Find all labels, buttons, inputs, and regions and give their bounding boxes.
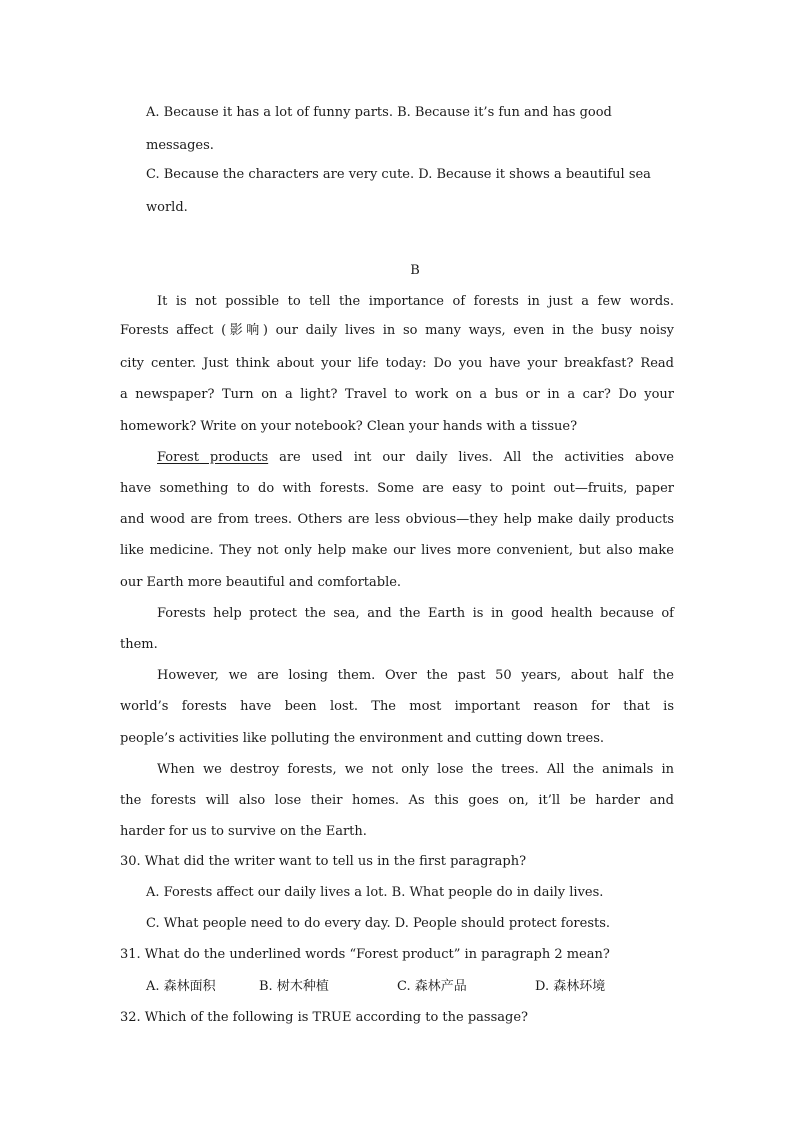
question-31-option-b: B. 树木种植 (259, 979, 329, 994)
paragraph-3-line-2: them. (120, 637, 158, 652)
prev-options-ab: A. Because it has a lot of funny parts. B. Because it’s fun and has good (146, 105, 612, 120)
paragraph-1-line-2: Forests affect (影响) our daily lives in so many ways, even in the busy noisy (120, 323, 674, 338)
prev-options-ab-cont: messages. (146, 138, 214, 153)
question-31-option-d: D. 森林环境 (535, 979, 606, 994)
paragraph-3-line-1: Forests help protect the sea, and the Earth is in good health because of (157, 606, 674, 621)
paragraph-5-line-3: harder for us to survive on the Earth. (120, 824, 367, 839)
paragraph-5-line-1: When we destroy forests, we not only lose the trees. All the animals in (157, 762, 674, 777)
section-title: B (410, 263, 420, 278)
paragraph-2-line-1 (157, 450, 674, 466)
paragraph-2-line-5: our Earth more beautiful and comfortable. (120, 575, 402, 590)
paragraph-1-line-5: homework? Write on your notebook? Clean your hands with a tissue? (120, 419, 578, 434)
question-31-option-c: C. 森林产品 (397, 979, 467, 994)
paragraph-2-line-4: like medicine. They not only help make our lives more convenient, but also make (120, 543, 674, 558)
question-30-options-ab: A. Forests affect our daily lives a lot. B. What people do in daily lives. (146, 885, 604, 900)
question-31-stem: 31. What do the underlined words “Forest product” in paragraph 2 mean? (120, 947, 610, 962)
paragraph-2-line-2: have something to do with forests. Some are easy to point out—fruits, paper (120, 481, 674, 496)
paragraph-4-line-2: world’s forests have been lost. The most important reason for that is (120, 699, 674, 714)
underlined-forest-products: Forest products (157, 450, 269, 465)
paragraph-4-line-3: people’s activities like polluting the environment and cutting down trees. (120, 731, 605, 746)
paragraph-1-line-4: a newspaper? Turn on a light? Travel to work on a bus or in a car? Do your (120, 387, 674, 402)
question-30-stem: 30. What did the writer want to tell us in the first paragraph? (120, 854, 527, 869)
prev-options-cd: C. Because the characters are very cute. D. Because it shows a beautiful sea (146, 167, 651, 182)
question-31-option-a: A. 森林面积 (146, 979, 216, 994)
prev-options-cd-cont: world. (146, 200, 188, 215)
paragraph-4-line-1: However, we are losing them. Over the past 50 years, about half the (157, 668, 674, 683)
paragraph-2-line-1-rest: are used int our daily lives. All the activities above (268, 450, 674, 465)
paragraph-2-line-3: and wood are from trees. Others are less obvious—they help make daily products (120, 512, 674, 527)
paragraph-1-line-3: city center. Just think about your life today: Do you have your breakfast? Read (120, 356, 674, 371)
question-32-stem: 32. Which of the following is TRUE according to the passage? (120, 1010, 528, 1025)
question-30-options-cd: C. What people need to do every day. D. People should protect forests. (146, 916, 611, 931)
paragraph-5-line-2: the forests will also lose their homes. As this goes on, it’ll be harder and (120, 793, 674, 808)
paragraph-1-line-1: It is not possible to tell the importance of forests in just a few words. (157, 294, 674, 309)
